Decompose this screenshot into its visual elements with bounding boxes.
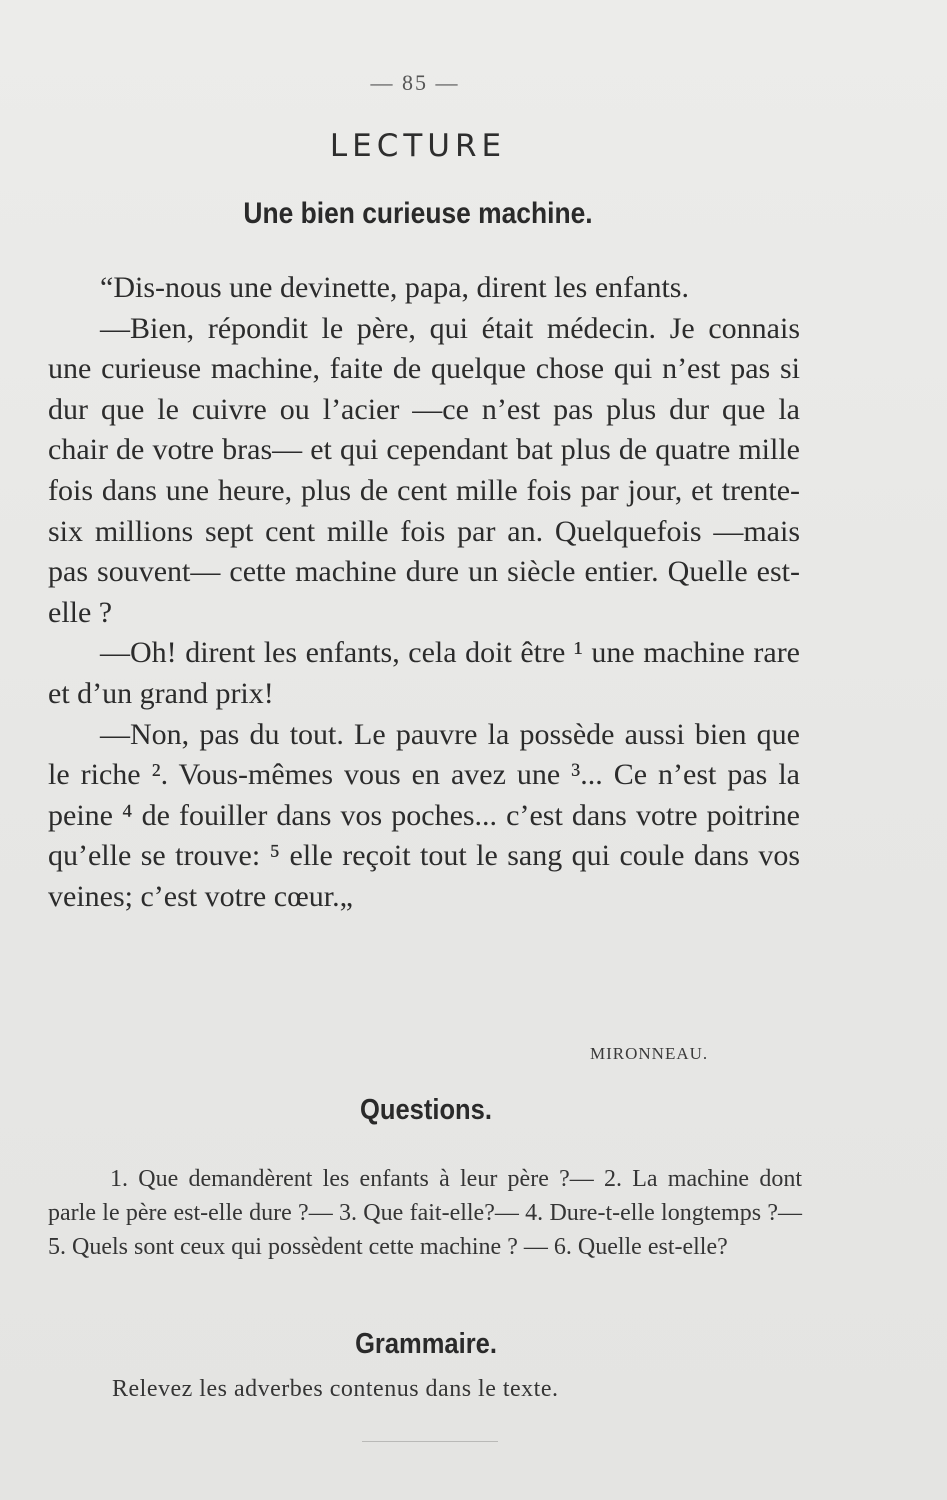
paragraph-1: “Dis-nous une devinette, papa, dirent les enfants. xyxy=(100,271,689,304)
author-signature: MIRONNEAU. xyxy=(590,1044,709,1063)
page-number: — 85 — xyxy=(370,70,460,95)
end-rule xyxy=(362,1441,498,1442)
paragraph-3: —Oh! dirent les enfants, cela doit être ¹ une machine rare et d’un grand prix! xyxy=(48,636,800,710)
story-text xyxy=(48,268,800,918)
grammar-text: Relevez les adverbes contenus dans le texte. xyxy=(112,1376,559,1402)
paragraph-4: —Non, pas du tout. Le pauvre la possède aussi bien que le riche ². Vous-mêmes vous en avez une ³... Ce n’est pas la peine ⁴ de fouiller dans vos poches... c’est dans votre poitrine qu’elle se trouve: ⁵ elle reçoit tout le sang qui coule dans vos veines; c’est votre cœur.„ xyxy=(48,717,800,913)
grammar-heading: Grammaire. xyxy=(355,1328,497,1360)
story-title: Une bien curieuse machine. xyxy=(243,197,593,230)
questions-text: 1. Que demandèrent les enfants à leur père ?— 2. La machine dont parle le père est-elle dure ?— 3. Que fait-elle?— 4. Dure-t-elle longtemps ?— 5. Quels sont ceux qui possèdent cette machine ? — 6. Quelle est-elle? xyxy=(48,1166,802,1260)
paragraph-2: —Bien, répondit le père, qui était médecin. Je connais une curieuse machine, faite de quelque chose qui n’est pas si dur que le cuivre ou l’acier —ce n’est pas plus dur que la chair de votre bras— et qui cependant bat plus de quatre mille fois dans une heure, plus de cent mille fois par jour, et trente-six millions sept cent mille fois par an. Quelquefois —mais pas souvent— cette machine dure un siècle entier. Quelle est-elle ? xyxy=(48,311,800,629)
section-title: LECTURE xyxy=(329,128,507,164)
questions-heading: Questions. xyxy=(360,1094,492,1126)
